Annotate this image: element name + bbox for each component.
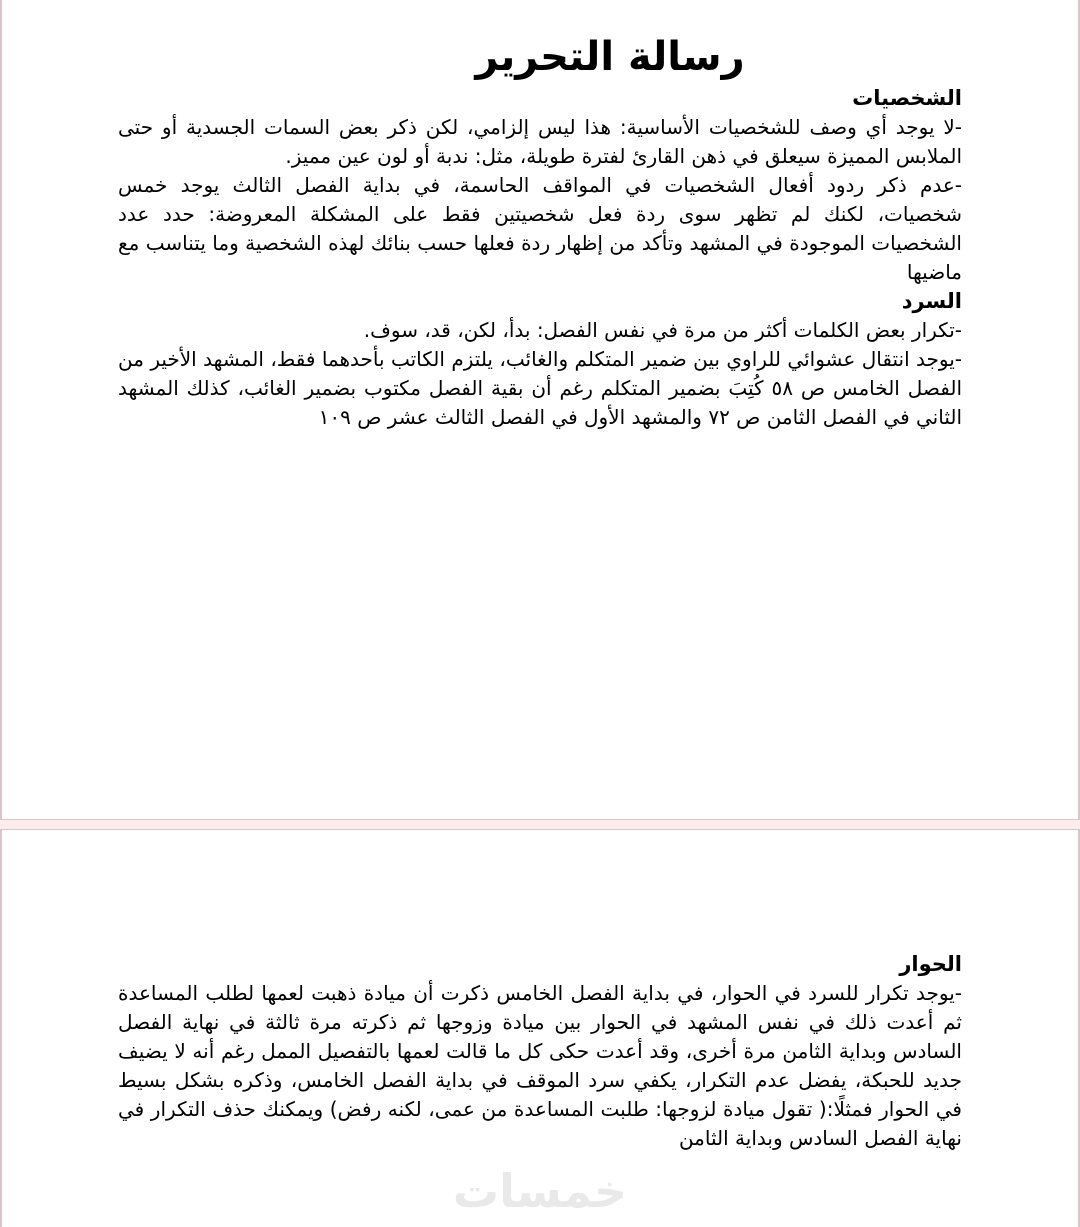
section-heading-dialogue: الحوار: [899, 952, 962, 976]
section-heading-narration: السرد: [901, 289, 962, 313]
section-heading-characters: الشخصيات: [852, 86, 962, 110]
document-title: رسالة التحرير: [475, 34, 745, 80]
page-2: [0, 829, 1080, 1227]
khamsat-watermark: خمسات: [452, 1164, 628, 1218]
narration-paragraph-1: -تكرار بعض الكلمات أكثر من مرة في نفس الفصل: بدأ، لكن، قد، سوف.: [363, 318, 962, 342]
narration-paragraph-2: -يوجد انتقال عشوائي للراوي بين ضمير المتكلم والغائب، يلتزم الكاتب بأحدهما فقط، المشهد الأخير من الفصل الخامس ص ٥٨ كُتِبَ بضمير المتكلم رغم أن بقية الفصل مكتوب بضمير الغائب، كذلك المشهد الثاني في الفصل الثامن ص ٧٢ والمشهد الأول في الفصل الثالث عشر ص ١٠٩: [118, 347, 963, 429]
page-separator: [0, 820, 1080, 829]
characters-paragraph-2: -عدم ذكر ردود أفعال الشخصيات في المواقف الحاسمة، في بداية الفصل الثالث يوجد خمس شخصيات، لكنك لم تظهر سوى ردة فعل شخصيتين فقط على المشكلة المعروضة: حدد عدد الشخصيات الموجودة في المشهد وتأكد من إظهار ردة فعلها حسب بنائك لهذه الشخصية وما يتناسب مع ماضيها: [118, 173, 962, 284]
dialogue-paragraph-1: -يوجد تكرار للسرد في الحوار، في بداية الفصل الخامس ذكرت أن ميادة ذهبت لعمها لطلب المساعدة ثم أعدت ذلك في نفس المشهد في الحوار بين ميادة وزوجها ثم ذكرته مرة ثالثة في نهاية الفصل السادس وبداية الثامن مرة أخرى، وقد أعدت حكى كل ما قالت لعمها بالتفصيل الممل رغم أنه لا يضيف جديد للحبكة، يفضل عدم التكرار، يكفي سرد الموقف في بداية الفصل الخامس، وذكره بشكل بسيط في الحوار فمثلًا:( تقول ميادة لزوجها: طلبت المساعدة من عمى، لكنه رفض) ويمكنك حذف التكرار في نهاية الفصل السادس وبداية الثامن: [118, 981, 962, 1150]
characters-paragraph-1: -لا يوجد أي وصف للشخصيات الأساسية: هذا ليس إلزامي، لكن ذكر بعض السمات الجسدية أو حتى الملابس المميزة سيعلق في ذهن القارئ لفترة طويلة، مثل: ندبة أو لون عين مميز.: [118, 115, 962, 168]
